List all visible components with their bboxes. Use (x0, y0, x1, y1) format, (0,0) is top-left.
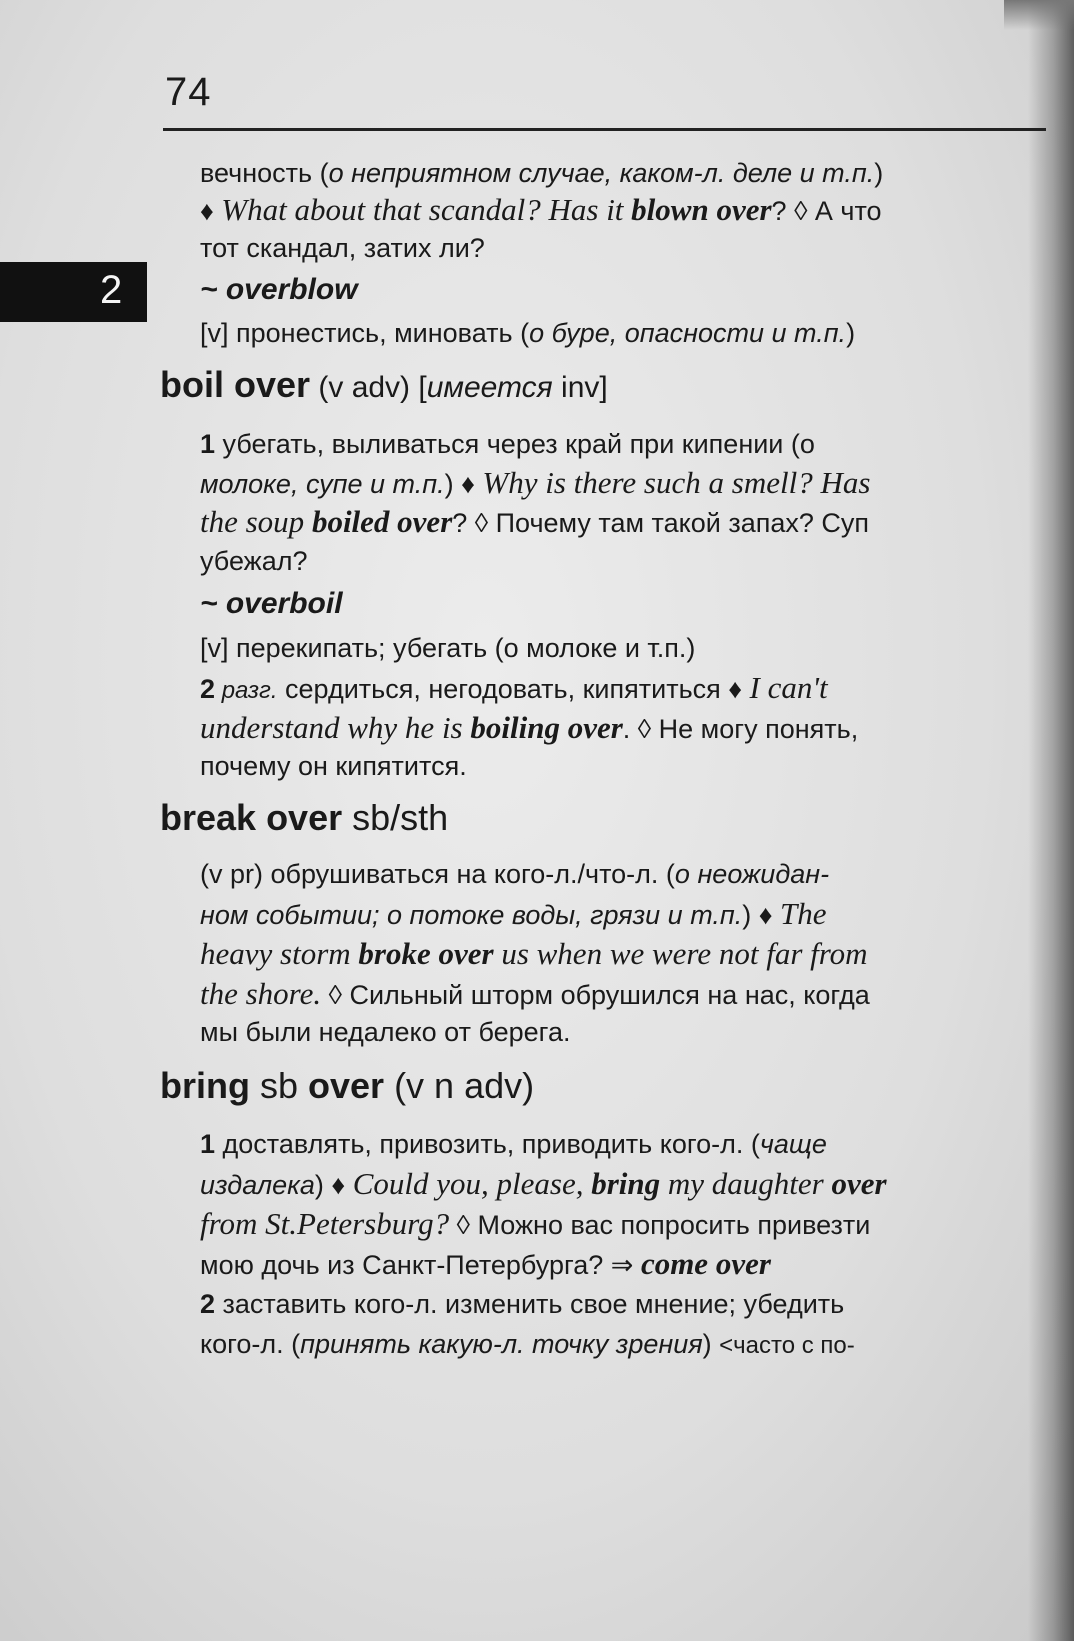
example-line (200, 192, 882, 229)
text-run: о неприятном случае, каком-л. деле и т.п. (328, 158, 875, 188)
text-run: мою дочь из Санкт-Петербурга? ⇒ (200, 1250, 641, 1280)
text-run: тот скандал, затих ли? (200, 233, 485, 263)
text-run: ) ♦ (742, 900, 781, 930)
headword-break-over (160, 797, 449, 839)
header-rule (163, 128, 1046, 131)
text-run: the shore. (200, 976, 322, 1011)
text-run: ◊ Можно вас попросить привезти (449, 1210, 871, 1240)
text-run: ♦ (200, 196, 222, 226)
text-run: ) (702, 1329, 720, 1359)
text-run: мы были недалеко от берега. (200, 1017, 571, 1047)
text-run: ном событии; о потоке воды, грязи и т.п. (200, 900, 743, 930)
text-run: молоке, супе и т.п. (200, 469, 445, 499)
text-run: ) ♦ (314, 1170, 353, 1200)
example-line (200, 1206, 870, 1243)
text-run: 2 (200, 1289, 216, 1319)
text-run: come over (640, 1246, 771, 1281)
text-run: убегать, выливаться через край при кипении (о (215, 429, 815, 459)
text-run: заставить кого-л. изменить свое мнение; убедить (215, 1289, 845, 1319)
text-run: the soup (200, 504, 312, 539)
text-run: доставлять, привозить, приводить кого-л. ( (215, 1129, 760, 1159)
text-run: over (308, 1065, 385, 1106)
text-run: издалека (200, 1170, 315, 1200)
text-run: ~ overboil (200, 587, 343, 620)
text-run: The (780, 896, 827, 931)
text-run: [v] перекипать; убегать (о молоке и т.п.) (200, 633, 696, 663)
text-run: ) ♦ (444, 469, 483, 499)
text-run: boiling over (470, 710, 623, 745)
chapter-tab-number: 2 (100, 268, 123, 312)
text-run: 1 (200, 1129, 216, 1159)
example-line (200, 1166, 887, 1203)
derived-headword (200, 272, 358, 308)
text-run: my daughter (660, 1166, 832, 1201)
sense-line (200, 426, 815, 462)
text-run: чаще (759, 1129, 827, 1159)
page-edge-shadow (1028, 0, 1074, 1641)
text-run: <часто с по- (719, 1332, 855, 1359)
text-run: I can't (749, 670, 828, 705)
cross-reference-line (200, 1246, 771, 1283)
sense-line (200, 670, 828, 709)
entry-line (200, 1014, 570, 1050)
text-run: 2 (200, 674, 216, 704)
derived-headword (200, 586, 343, 622)
text-run: ? ◊ Почему там такой запах? Суп (452, 508, 870, 538)
text-run: убежал? (200, 546, 308, 576)
text-run: What about that scandal? Has it (221, 192, 632, 227)
text-run: разг. (215, 677, 278, 704)
text-run: принять какую-л. точку зрения (300, 1329, 703, 1359)
text-run: ? ◊ А что (771, 196, 882, 226)
entry-line (200, 630, 695, 666)
text-run: bring (591, 1166, 661, 1201)
entry-line (200, 1326, 855, 1364)
text-run: о неожидан- (674, 859, 830, 889)
entry-line (200, 315, 855, 351)
text-run: Could you, please, (352, 1166, 592, 1201)
text-run: sb (249, 1065, 309, 1106)
text-run: boiled over (311, 504, 453, 539)
text-run: имеется (426, 371, 553, 404)
sense-line (200, 1126, 827, 1162)
text-run: boil over (160, 364, 311, 405)
example-line (200, 504, 869, 541)
example-line (200, 936, 868, 973)
text-run: sb/sth (342, 797, 449, 838)
text-run: over (831, 1166, 887, 1201)
text-run: understand why he is (200, 710, 471, 745)
text-run: broke over (358, 936, 494, 971)
text-run: Why is there such a smell? Has (482, 465, 871, 500)
text-run: inv] (552, 371, 608, 404)
text-run: ◊ Сильный шторм обрушился на нас, когда (321, 980, 870, 1010)
headword-bring-over (160, 1065, 535, 1107)
entry-line (200, 748, 467, 784)
entry-line (200, 230, 485, 266)
text-run: о буре, опасности и т.п. (529, 318, 847, 348)
text-run: ~ overblow (200, 273, 358, 306)
example-line (200, 465, 870, 502)
text-run: кого-л. ( (200, 1329, 301, 1359)
text-run: bring (160, 1065, 250, 1106)
entry-line (200, 155, 883, 191)
page-corner-shadow (1004, 0, 1074, 30)
text-run: (v n adv) (384, 1065, 535, 1106)
text-run: ) (874, 158, 884, 188)
headword-boil-over (160, 364, 608, 406)
text-run: [v] пронестись, миновать ( (200, 318, 530, 348)
text-run: heavy storm (200, 936, 359, 971)
text-run: (v pr) обрушиваться на кого-л./что-л. ( (200, 859, 675, 889)
text-run: us when we were not far from (493, 936, 868, 971)
page-number: 74 (165, 70, 212, 114)
example-line (200, 710, 858, 747)
text-run: почему он кипятится. (200, 751, 467, 781)
text-run: вечность ( (200, 158, 329, 188)
text-run: blown over (631, 192, 772, 227)
example-line (200, 976, 870, 1013)
text-run: break over (160, 797, 343, 838)
text-run: сердиться, негодовать, кипятиться ♦ (277, 674, 750, 704)
text-run: from St.Petersburg? (200, 1206, 450, 1241)
chapter-tab (0, 262, 147, 322)
sense-line (200, 1286, 844, 1322)
text-run: (v adv) [ (310, 371, 427, 404)
text-run: ) (846, 318, 856, 348)
text-run: 1 (200, 429, 216, 459)
entry-line (200, 543, 308, 579)
sense-line (200, 856, 829, 892)
text-run: . ◊ Не могу понять, (622, 714, 859, 744)
entry-line (200, 896, 827, 933)
